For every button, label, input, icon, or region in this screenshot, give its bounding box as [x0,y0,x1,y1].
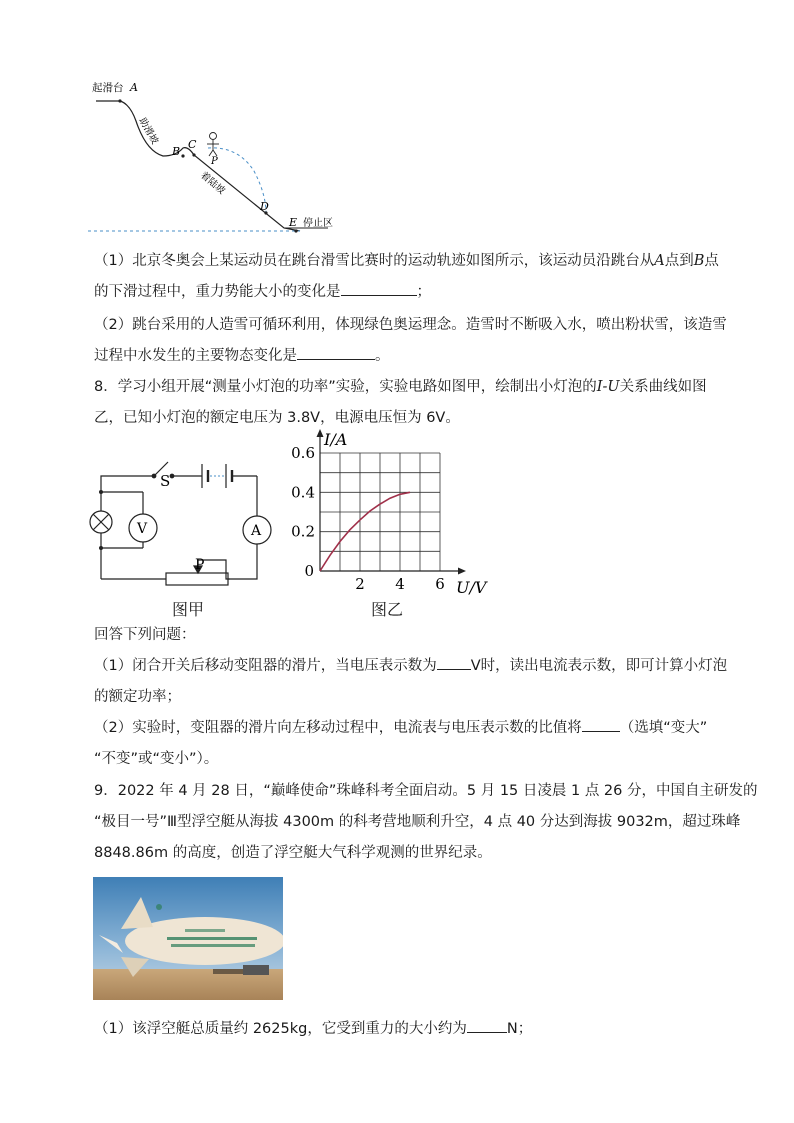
y-tick-label: 0.4 [291,483,315,502]
q8-p1-line2: 的额定功率； [94,689,181,705]
label-C: C [188,138,197,151]
q8-p2-line1-end: （选填“变大” [619,720,708,736]
point-E [294,229,297,232]
label-start: 起滑台 [92,82,124,94]
q7-p2-line1: （2）跳台采用的人造雪可循环利用，体现绿色奥运理念。造雪时不断吸入水，喷出粉状雪，该造雪 [94,317,727,333]
x-tick-label: 6 [435,575,445,593]
q9-p1-end: N； [506,1021,533,1037]
caption-figure-b: 图乙 [371,600,404,619]
q9-line2: “极目一号”Ⅲ型浮空艇从海拔 4300m 的科考营地顺利升空，4 点 40 分达到海拔 9032m，超过珠峰 [94,814,741,830]
x-axis-arrow [458,568,466,575]
q8-answer-blank-2[interactable] [582,715,620,732]
q7-answer-blank-2[interactable] [297,343,375,360]
ski-jump-figure [88,76,348,238]
q8-p1-line1-end: V时，读出电流表示数，即可计算小灯泡 [470,658,728,674]
q7-p1-mid: 点到 [664,253,694,269]
iu-graph [290,425,500,597]
q9-stem [94,776,758,869]
q8-p2-line2: “不变”或“变小”）。 [94,751,219,767]
y-tick-label: 0.2 [291,522,315,541]
label-A-meter: A [251,523,262,539]
q8-p1-line1: （1）闭合开关后移动变阻器的滑片，当电压表示数为 [94,658,437,674]
q7-part2 [94,310,727,372]
label-D: D [260,200,269,213]
label-stop: 停止区 [303,218,333,229]
q8-answer-intro: 回答下列问题： [94,627,196,643]
q7-answer-blank-1[interactable] [341,279,417,296]
x-axis-label: U/V [456,578,487,597]
q8-iu-label: I-U [596,379,620,395]
label-landing-slope: 着陆坡 [198,169,227,197]
point-C [192,153,195,156]
x-tick-label: 4 [395,575,405,593]
airship-photo [93,877,283,1000]
q7-point-B: B [693,253,705,269]
y-axis-label: I/A [324,430,348,449]
q7-point-A: A [654,253,665,269]
y-tick-label: 0.6 [291,444,315,462]
q7-p2-line2: 过程中水发生的主要物态变化是 [94,348,297,364]
label-A: A [130,81,138,94]
q7-part1 [94,246,719,308]
point-B [181,154,184,157]
q9-part1 [94,1014,704,1045]
caption-figure-a: 图甲 [172,600,205,619]
q7-p1-end: 点 [704,253,719,269]
q9-line3: 8848.86m 的高度，创造了浮空艇大气科学观测的世界纪录。 [94,845,492,861]
q9-answer-blank-1[interactable] [467,1016,507,1033]
q7-p1-line2: 的下滑过程中，重力势能大小的变化是 [94,284,341,300]
q8-line2: 乙，已知小灯泡的额定电压为 3.8V，电源电压恒为 6V。 [94,410,460,426]
label-P: P [195,557,205,573]
q8-line1-end: 关系曲线如图 [619,379,707,395]
q9-p1-text: （1）该浮空艇总质量约 2625kg，它受到重力的大小约为 [94,1021,467,1037]
skier-icon [207,133,219,157]
y-axis-arrow [317,429,324,437]
q9-line1: 9．2022 年 4 月 28 日，“巅峰使命”珠峰科考全面启动。5 月 15 日凌晨 1 点 26 分，中国自主研发的 [94,783,758,799]
label-P: P [211,156,218,167]
label-curve-slope: 助滑坡 [136,116,161,147]
label-E: E [289,216,298,229]
label-S: S [160,472,171,490]
x-tick-label: 2 [355,575,365,593]
q7-p1-line1: （1）北京冬奥会上某运动员在跳台滑雪比赛时的运动轨迹如图所示，该运动员沿跳台从 [94,253,655,269]
point-A [118,99,121,102]
label-V: V [137,521,148,537]
rheostat [166,573,228,585]
q7-p1-line2-end: ； [416,284,431,300]
q8-p2-line1: （2）实验时，变阻器的滑片向左移动过程中，电流表与电压表示数的比值将 [94,720,582,736]
label-B: B [172,145,181,158]
slope-profile [96,101,300,231]
origin-label: 0 [304,562,314,580]
q8-line1: 8．学习小组开展“测量小灯泡的功率”实验，实验电路如图甲，绘制出小灯泡的 [94,379,597,395]
q7-p2-line2-end: 。 [375,348,390,364]
q8-answers [94,620,728,775]
q8-answer-blank-1[interactable] [437,653,471,670]
